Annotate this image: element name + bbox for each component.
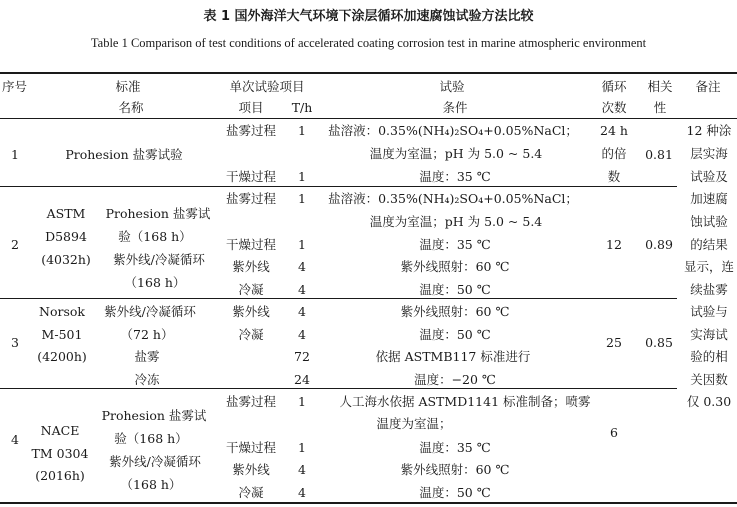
item-name: 盐雾过程 bbox=[225, 191, 277, 206]
row-name: Prohesion 盐雾试 bbox=[105, 206, 211, 221]
item-time: 1 bbox=[298, 169, 306, 184]
row-divider-2 bbox=[0, 298, 677, 299]
header-count: 次数 bbox=[601, 100, 627, 115]
item-name: 紫外线 bbox=[232, 462, 270, 477]
item-time: 1 bbox=[298, 123, 306, 138]
header-time: T/h bbox=[291, 100, 313, 115]
row-name: 冷冻 bbox=[134, 372, 160, 387]
header-seq: 序号 bbox=[2, 79, 28, 94]
top-rule bbox=[0, 72, 737, 74]
item-name: 干燥过程 bbox=[225, 169, 277, 184]
item-condition: 温度为室温；pH 为 5.0 ~ 5.4 bbox=[369, 146, 543, 161]
row-name: （72 h） bbox=[120, 327, 174, 342]
row-seq: 3 bbox=[11, 335, 19, 350]
item-name: 干燥过程 bbox=[225, 440, 277, 455]
item-condition: 温度为室温；pH 为 5.0 ~ 5.4 bbox=[369, 214, 543, 229]
item-condition: 紫外线照射：60 ℃ bbox=[400, 462, 510, 477]
item-condition: 盐溶液：0.35%(NH₄)₂SO₄+0.05%NaCl； bbox=[328, 123, 578, 138]
row-name: Prohesion 盐雾试验 bbox=[65, 147, 183, 162]
row-name: 验（168 h） bbox=[114, 431, 188, 446]
item-condition: 紫外线照射：60 ℃ bbox=[400, 304, 510, 319]
bottom-rule bbox=[0, 502, 737, 504]
row-cycles: 数 bbox=[607, 169, 621, 184]
row-name: （168 h） bbox=[120, 477, 182, 492]
row-name: 紫外线/冷凝循环 bbox=[104, 304, 196, 319]
header-test: 试验 bbox=[439, 79, 465, 94]
item-condition: 紫外线照射：60 ℃ bbox=[400, 259, 510, 274]
note-line: 仅 0.30 bbox=[686, 394, 732, 409]
item-time: 4 bbox=[298, 259, 306, 274]
row-standard: D5894 bbox=[45, 229, 87, 244]
item-time: 4 bbox=[298, 462, 306, 477]
row-standard: NACE bbox=[40, 423, 80, 438]
note-line: 实海试 bbox=[690, 327, 728, 342]
row-seq: 4 bbox=[11, 432, 19, 447]
header-condition: 条件 bbox=[442, 100, 468, 115]
item-condition: 温度：50 ℃ bbox=[419, 282, 491, 297]
row-divider-1 bbox=[0, 186, 677, 187]
row-standard: (4032h) bbox=[41, 252, 91, 267]
item-name: 干燥过程 bbox=[225, 237, 277, 252]
item-time: 1 bbox=[298, 237, 306, 252]
row-standard: Norsok bbox=[39, 304, 85, 319]
row-cycles: 12 bbox=[606, 237, 622, 252]
item-name: 盐雾过程 bbox=[225, 394, 277, 409]
row-seq: 2 bbox=[11, 237, 19, 252]
row-correlation: 0.89 bbox=[645, 237, 673, 252]
note-line: 显示，连 bbox=[683, 259, 735, 274]
item-name: 紫外线 bbox=[232, 259, 270, 274]
row-name: 盐雾 bbox=[134, 349, 160, 364]
row-name: 紫外线/冷凝循环 bbox=[113, 252, 205, 267]
row-seq: 1 bbox=[11, 147, 19, 162]
row-name: 紫外线/冷凝循环 bbox=[109, 454, 201, 469]
item-condition: 盐溶液：0.35%(NH₄)₂SO₄+0.05%NaCl； bbox=[328, 191, 578, 206]
note-line: 续盐雾 bbox=[690, 282, 728, 297]
header-rule bbox=[0, 118, 737, 119]
item-time: 1 bbox=[298, 440, 306, 455]
row-name: （168 h） bbox=[124, 275, 186, 290]
item-time: 4 bbox=[298, 304, 306, 319]
note-line: 试验及 bbox=[690, 169, 728, 184]
row-name: 验（168 h） bbox=[118, 229, 192, 244]
item-condition: 温度为室温； bbox=[376, 416, 452, 431]
item-condition: 温度：50 ℃ bbox=[419, 485, 491, 500]
row-correlation: 0.81 bbox=[645, 147, 673, 162]
row-divider-3 bbox=[0, 388, 677, 389]
row-name: Prohesion 盐雾试 bbox=[101, 408, 207, 423]
item-time: 4 bbox=[298, 282, 306, 297]
table-title: 表 1 国外海洋大气环境下涂层循环加速腐蚀试验方法比较 bbox=[203, 9, 534, 24]
item-name: 盐雾过程 bbox=[225, 123, 277, 138]
row-standard: ASTM bbox=[46, 206, 86, 221]
header-name: 名称 bbox=[118, 100, 144, 115]
row-standard: TM 0304 bbox=[31, 446, 89, 461]
item-time: 24 bbox=[294, 372, 310, 387]
header-item: 项目 bbox=[238, 100, 264, 115]
item-condition: 温度：50 ℃ bbox=[419, 327, 491, 342]
item-time: 72 bbox=[294, 349, 310, 364]
header-correlation-2: 性 bbox=[653, 100, 667, 115]
row-cycles: 25 bbox=[606, 335, 622, 350]
header-test-item: 单次试验项目 bbox=[229, 79, 305, 94]
row-standard: (2016h) bbox=[35, 468, 85, 483]
note-line: 层实海 bbox=[690, 146, 728, 161]
note-line: 试验与 bbox=[690, 304, 728, 319]
table-subtitle: Table 1 Comparison of test conditions of accelerated coating corrosion test in marine atmospheric environment bbox=[90, 36, 647, 50]
header-standard: 标准 bbox=[115, 79, 141, 94]
item-time: 1 bbox=[298, 191, 306, 206]
item-name: 冷凝 bbox=[238, 485, 264, 500]
note-line: 的结果 bbox=[690, 237, 728, 252]
note-line: 关因数 bbox=[690, 372, 728, 387]
row-cycles: 6 bbox=[610, 425, 618, 440]
header-note: 备注 bbox=[695, 79, 721, 94]
item-name: 冷凝 bbox=[238, 327, 264, 342]
row-standard: M-501 bbox=[41, 327, 83, 342]
item-condition: 人工海水依据 ASTMD1141 标准制备；喷雾 bbox=[339, 394, 591, 409]
item-time: 4 bbox=[298, 327, 306, 342]
item-name: 冷凝 bbox=[238, 282, 264, 297]
row-correlation: 0.85 bbox=[645, 335, 673, 350]
item-condition: 温度：−20 ℃ bbox=[414, 372, 496, 387]
item-time: 4 bbox=[298, 485, 306, 500]
row-standard: (4200h) bbox=[37, 349, 87, 364]
item-condition: 温度：35 ℃ bbox=[419, 237, 491, 252]
item-name: 紫外线 bbox=[232, 304, 270, 319]
note-line: 蚀试验 bbox=[690, 214, 728, 229]
note-line: 验的相 bbox=[690, 349, 728, 364]
note-line: 12 种涂 bbox=[686, 123, 732, 138]
item-condition: 温度：35 ℃ bbox=[419, 440, 491, 455]
item-condition: 依据 ASTMB117 标准进行 bbox=[375, 349, 531, 364]
row-cycles: 的倍 bbox=[601, 146, 627, 161]
row-cycles: 24 h bbox=[600, 123, 628, 138]
note-line: 加速腐 bbox=[690, 191, 728, 206]
header-correlation: 相关 bbox=[647, 79, 673, 94]
header-cycle: 循环 bbox=[601, 79, 627, 94]
item-time: 1 bbox=[298, 394, 306, 409]
item-condition: 温度：35 ℃ bbox=[419, 169, 491, 184]
